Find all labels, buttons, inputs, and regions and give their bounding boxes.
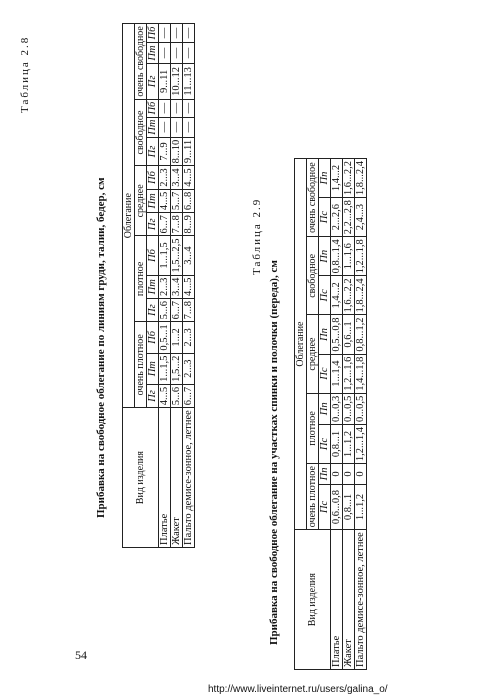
- page-number: 54: [75, 648, 87, 662]
- table-row: [331, 158, 343, 669]
- subgroup-header: очень плотное: [135, 322, 147, 408]
- table-2-8-number: Таблица 2.8: [19, 35, 31, 113]
- table-cell: 1,4...2: [331, 276, 343, 315]
- table-2-8: [122, 23, 195, 548]
- column-symbol: Пп: [319, 315, 331, 354]
- table-cell: —: [171, 24, 183, 43]
- table-cell: —: [159, 99, 171, 117]
- table-2-9-caption: Прибавка на свободное облегание на участках спинки и полочки (переда), см: [268, 260, 280, 645]
- table-cell: —: [159, 42, 171, 63]
- column-symbol: Пб: [147, 24, 159, 43]
- table-cell: 0: [355, 464, 367, 485]
- table-cell: 1,8...2,4: [355, 158, 367, 197]
- column-symbol: Пп: [319, 393, 331, 424]
- table-cell: 1,4...2: [331, 158, 343, 197]
- subgroup-header: очень плотное: [307, 464, 319, 530]
- table-cell: —: [183, 24, 195, 43]
- table-cell: 0,8...1: [343, 484, 355, 529]
- table-cell: 5...6: [159, 298, 171, 321]
- column-symbol: Пб: [147, 236, 159, 275]
- table-cell: 2,2...2,8: [343, 198, 355, 237]
- table-cell: 2...3: [183, 322, 195, 353]
- table-cell: —: [171, 117, 183, 137]
- row-label: Жакет: [171, 408, 183, 548]
- subgroup-header: свободное: [307, 237, 319, 315]
- table-cell: 1...1,5: [159, 236, 171, 275]
- table-cell: —: [183, 99, 195, 117]
- source-url: http://www.liveinternet.ru/users/galina_o/: [208, 684, 388, 695]
- column-symbol: Пг: [147, 64, 159, 100]
- table-cell: 0,6...0,8: [331, 484, 343, 529]
- table-2-9: [294, 158, 367, 670]
- table-2-8-caption: Прибавка на свободное облегание по линиям груди, талии, бедер, см: [95, 177, 107, 518]
- table-row: [183, 24, 195, 548]
- table-cell: 4...5: [183, 166, 195, 189]
- column-symbol: Пт: [147, 189, 159, 212]
- table-cell: 8...9: [183, 213, 195, 236]
- row-label: Платье: [159, 408, 171, 548]
- column-symbol: Пп: [319, 237, 331, 276]
- table-cell: 9...11: [159, 64, 171, 100]
- column-symbol: Пб: [147, 322, 159, 353]
- table-cell: 2...3: [159, 275, 171, 298]
- subgroup-header: плотное: [135, 236, 147, 322]
- table-cell: 1...1,4: [331, 354, 343, 393]
- table-cell: 6...7: [171, 298, 183, 321]
- subgroup-header: свободное: [135, 99, 147, 166]
- column-symbol: Пп: [319, 158, 331, 197]
- table-cell: 0,8...1,2: [355, 315, 367, 354]
- row-label: Жакет: [343, 530, 355, 670]
- table-cell: 1...1,2: [355, 484, 367, 529]
- subgroup-header: среднее: [135, 166, 147, 236]
- table-cell: 3...4: [171, 275, 183, 298]
- header-item: Вид изделия: [295, 530, 331, 670]
- table-cell: 0,8...1,4: [331, 237, 343, 276]
- column-symbol: Пб: [147, 166, 159, 189]
- column-symbol: Пт: [147, 275, 159, 298]
- column-symbol: Пт: [147, 117, 159, 137]
- column-symbol: Пг: [147, 298, 159, 321]
- subgroup-header: очень свободное: [307, 158, 319, 236]
- subgroup-header: плотное: [307, 393, 319, 463]
- column-symbol: Пб: [147, 99, 159, 117]
- table-cell: 3...4: [183, 236, 195, 275]
- column-symbol: Пг: [147, 137, 159, 166]
- table-row: [171, 24, 183, 548]
- table-cell: 2...3: [159, 166, 171, 189]
- column-symbol: Пп: [319, 464, 331, 485]
- table-cell: 0,5...1: [159, 322, 171, 353]
- table-cell: 1,6...2,2: [343, 158, 355, 197]
- table-cell: —: [171, 42, 183, 63]
- table-cell: 1,8...2,4: [355, 276, 367, 315]
- table-cell: 4...5: [159, 384, 171, 407]
- table-cell: —: [183, 42, 195, 63]
- table-row: [343, 158, 355, 669]
- table-cell: 2...2,6: [331, 198, 343, 237]
- table-cell: 10...12: [171, 64, 183, 100]
- table-cell: 4...5: [159, 189, 171, 212]
- column-symbol: Пс: [319, 198, 331, 237]
- table-cell: 6...8: [183, 189, 195, 212]
- table-cell: 7...8: [183, 298, 195, 321]
- table-cell: 7...9: [159, 137, 171, 166]
- table-cell: 2,4...3: [355, 198, 367, 237]
- table-cell: 0: [331, 464, 343, 485]
- header-fit: Облегание: [123, 24, 135, 408]
- table-cell: 1...1,6: [343, 237, 355, 276]
- table-cell: 11...13: [183, 64, 195, 100]
- row-label: Платье: [331, 530, 343, 670]
- subgroup-header: очень свободное: [135, 24, 147, 100]
- table-row: [159, 24, 171, 548]
- table-cell: 1,6...2,2: [343, 276, 355, 315]
- subgroup-header: среднее: [307, 315, 319, 393]
- table-cell: 1,2...1,6: [343, 354, 355, 393]
- table-cell: —: [183, 117, 195, 137]
- column-symbol: Пс: [319, 424, 331, 463]
- table-cell: 0: [343, 464, 355, 485]
- table-cell: 0...0,5: [343, 393, 355, 424]
- table-cell: 2...3: [183, 353, 195, 384]
- table-cell: 4...5: [183, 275, 195, 298]
- table-row: [355, 158, 367, 669]
- column-symbol: Пс: [319, 276, 331, 315]
- row-label: Пальто демисе-зонное, летнее: [355, 530, 367, 670]
- column-symbol: Пг: [147, 213, 159, 236]
- table-cell: 8...10: [171, 137, 183, 166]
- table-cell: 1...2: [171, 322, 183, 353]
- row-label: Пальто демисе-зонное, летнее: [183, 408, 195, 548]
- table-cell: 6...7: [159, 213, 171, 236]
- table-cell: 0,5...0,8: [331, 315, 343, 354]
- column-symbol: Пг: [147, 384, 159, 407]
- table-cell: —: [159, 117, 171, 137]
- header-item: Вид изделия: [123, 408, 159, 548]
- table-cell: 9...11: [183, 137, 195, 166]
- table-cell: 5...7: [171, 189, 183, 212]
- table-cell: 1...1,2: [343, 424, 355, 463]
- table-cell: —: [159, 24, 171, 43]
- table-cell: 6...7: [183, 384, 195, 407]
- table-cell: 5...6: [171, 384, 183, 407]
- table-cell: 0...0,5: [355, 393, 367, 424]
- table-cell: —: [171, 99, 183, 117]
- table-cell: 1,5...2: [171, 353, 183, 384]
- column-symbol: Пс: [319, 354, 331, 393]
- table-cell: 1,2...1,8: [355, 237, 367, 276]
- table-cell: 0,8...1: [331, 424, 343, 463]
- column-symbol: Пс: [319, 484, 331, 529]
- table-2-9-number: Таблица 2.9: [251, 197, 263, 275]
- table-cell: 1...1,5: [159, 353, 171, 384]
- table-cell: 1,5...2,5: [171, 236, 183, 275]
- table-cell: 3...4: [171, 166, 183, 189]
- table-cell: 7...8: [171, 213, 183, 236]
- table-cell: 1,2...1,4: [355, 424, 367, 463]
- column-symbol: Пт: [147, 42, 159, 63]
- column-symbol: Пт: [147, 353, 159, 384]
- table-cell: 0,6...1: [343, 315, 355, 354]
- table-cell: 1,4...1,8: [355, 354, 367, 393]
- table-cell: 0...0,3: [331, 393, 343, 424]
- header-fit: Облегание: [295, 158, 307, 529]
